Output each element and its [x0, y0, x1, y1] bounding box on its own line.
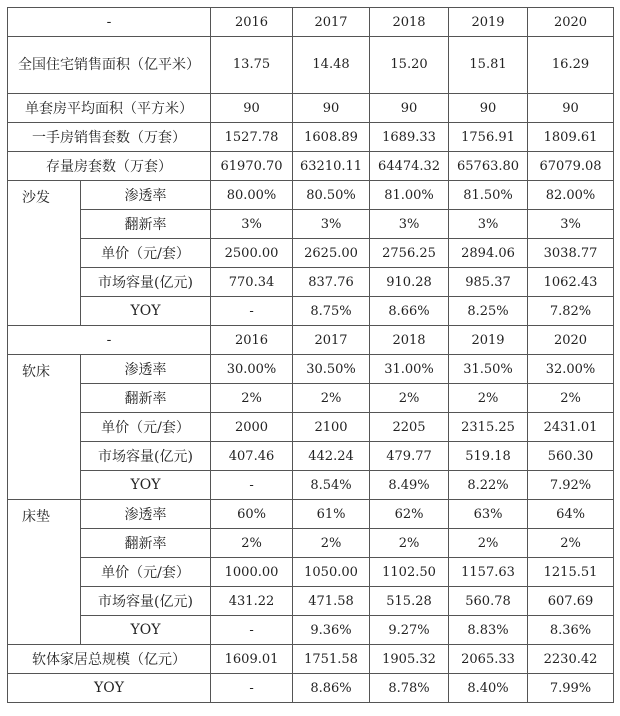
value-cell: 1157.63 — [449, 558, 528, 587]
table-row — [8, 355, 614, 384]
table-row — [8, 123, 614, 152]
year-cell: 2019 — [449, 326, 528, 355]
table-row — [8, 181, 614, 210]
value-cell: 2230.42 — [528, 645, 614, 674]
value-cell: 1756.91 — [449, 123, 528, 152]
year-cell: 2017 — [293, 8, 370, 37]
row-label: YOY — [8, 674, 211, 703]
value-cell: 32.00% — [528, 355, 614, 384]
value-cell: 2% — [293, 384, 370, 413]
value-cell: 65763.80 — [449, 152, 528, 181]
value-cell: 1527.78 — [211, 123, 293, 152]
year-cell: 2019 — [449, 8, 528, 37]
value-cell: 30.50% — [293, 355, 370, 384]
value-cell: 60% — [211, 500, 293, 529]
value-cell: 431.22 — [211, 587, 293, 616]
row-label: 市场容量(亿元) — [81, 587, 211, 616]
value-cell: 1689.33 — [370, 123, 449, 152]
year-cell: 2016 — [211, 326, 293, 355]
row-label: 单价（元/套） — [81, 558, 211, 587]
value-cell: 2894.06 — [449, 239, 528, 268]
value-cell: 90 — [293, 94, 370, 123]
table-row — [8, 152, 614, 181]
value-cell: - — [211, 297, 293, 326]
table-row — [8, 587, 614, 616]
value-cell: 82.00% — [528, 181, 614, 210]
table-row — [8, 413, 614, 442]
table-row — [8, 616, 614, 645]
table-row — [8, 558, 614, 587]
value-cell: 560.78 — [449, 587, 528, 616]
table-row — [8, 239, 614, 268]
value-cell: - — [211, 674, 293, 703]
category-label: 软床 — [8, 355, 81, 500]
value-cell: 90 — [449, 94, 528, 123]
row-label: 全国住宅销售面积（亿平米） — [8, 37, 211, 94]
value-cell: 9.27% — [370, 616, 449, 645]
value-cell: 15.81 — [449, 37, 528, 94]
value-cell: 8.83% — [449, 616, 528, 645]
row-label: 翻新率 — [81, 210, 211, 239]
year-cell: 2017 — [293, 326, 370, 355]
year-cell: 2018 — [370, 8, 449, 37]
value-cell: 2% — [449, 529, 528, 558]
value-cell: 2625.00 — [293, 239, 370, 268]
category-label: 沙发 — [8, 181, 81, 326]
value-cell: 1062.43 — [528, 268, 614, 297]
value-cell: 471.58 — [293, 587, 370, 616]
value-cell: 8.25% — [449, 297, 528, 326]
value-cell: 910.28 — [370, 268, 449, 297]
value-cell: 3% — [449, 210, 528, 239]
header-dash: - — [8, 326, 211, 355]
value-cell: 8.78% — [370, 674, 449, 703]
row-label: YOY — [81, 616, 211, 645]
category-label: 床垫 — [8, 500, 81, 645]
value-cell: 31.50% — [449, 355, 528, 384]
table-row — [8, 268, 614, 297]
value-cell: 16.29 — [528, 37, 614, 94]
value-cell: 61970.70 — [211, 152, 293, 181]
year-cell: 2020 — [528, 8, 614, 37]
value-cell: 770.34 — [211, 268, 293, 297]
value-cell: 7.99% — [528, 674, 614, 703]
row-label: 渗透率 — [81, 355, 211, 384]
value-cell: - — [211, 471, 293, 500]
value-cell: 607.69 — [528, 587, 614, 616]
year-cell: 2018 — [370, 326, 449, 355]
value-cell: 2% — [211, 384, 293, 413]
value-cell: 15.20 — [370, 37, 449, 94]
table-row — [8, 645, 614, 674]
value-cell: 2000 — [211, 413, 293, 442]
value-cell: 442.24 — [293, 442, 370, 471]
value-cell: 8.66% — [370, 297, 449, 326]
value-cell: 1102.50 — [370, 558, 449, 587]
market-size-table — [7, 7, 614, 703]
year-header-row — [8, 8, 614, 37]
value-cell: 63% — [449, 500, 528, 529]
value-cell: 8.75% — [293, 297, 370, 326]
value-cell: 2% — [370, 529, 449, 558]
value-cell: 1751.58 — [293, 645, 370, 674]
value-cell: 9.36% — [293, 616, 370, 645]
row-label: YOY — [81, 297, 211, 326]
value-cell: 2065.33 — [449, 645, 528, 674]
year-cell: 2016 — [211, 8, 293, 37]
value-cell: 67079.08 — [528, 152, 614, 181]
row-label: 翻新率 — [81, 529, 211, 558]
table-body — [8, 8, 614, 703]
year-header-row — [8, 326, 614, 355]
row-label: 单套房平均面积（平方米） — [8, 94, 211, 123]
value-cell: 2205 — [370, 413, 449, 442]
row-label: 渗透率 — [81, 181, 211, 210]
row-label: 单价（元/套） — [81, 239, 211, 268]
header-dash: - — [8, 8, 211, 37]
value-cell: 479.77 — [370, 442, 449, 471]
table-row — [8, 471, 614, 500]
value-cell: 985.37 — [449, 268, 528, 297]
value-cell: 81.00% — [370, 181, 449, 210]
value-cell: 837.76 — [293, 268, 370, 297]
table-row — [8, 210, 614, 239]
value-cell: 8.40% — [449, 674, 528, 703]
value-cell: - — [211, 616, 293, 645]
row-label: 一手房销售套数（万套） — [8, 123, 211, 152]
value-cell: 1215.51 — [528, 558, 614, 587]
value-cell: 8.86% — [293, 674, 370, 703]
value-cell: 1000.00 — [211, 558, 293, 587]
value-cell: 407.46 — [211, 442, 293, 471]
table-row — [8, 384, 614, 413]
value-cell: 8.36% — [528, 616, 614, 645]
table-row — [8, 674, 614, 703]
value-cell: 3% — [370, 210, 449, 239]
value-cell: 1809.61 — [528, 123, 614, 152]
row-label: YOY — [81, 471, 211, 500]
value-cell: 2100 — [293, 413, 370, 442]
value-cell: 90 — [370, 94, 449, 123]
value-cell: 8.54% — [293, 471, 370, 500]
value-cell: 81.50% — [449, 181, 528, 210]
value-cell: 31.00% — [370, 355, 449, 384]
year-cell: 2020 — [528, 326, 614, 355]
value-cell: 2431.01 — [528, 413, 614, 442]
value-cell: 8.49% — [370, 471, 449, 500]
value-cell: 14.48 — [293, 37, 370, 94]
value-cell: 2315.25 — [449, 413, 528, 442]
table-row — [8, 442, 614, 471]
table-row — [8, 297, 614, 326]
value-cell: 2500.00 — [211, 239, 293, 268]
row-label: 渗透率 — [81, 500, 211, 529]
value-cell: 90 — [528, 94, 614, 123]
value-cell: 80.50% — [293, 181, 370, 210]
row-label: 单价（元/套） — [81, 413, 211, 442]
value-cell: 62% — [370, 500, 449, 529]
value-cell: 8.22% — [449, 471, 528, 500]
value-cell: 64474.32 — [370, 152, 449, 181]
row-label: 翻新率 — [81, 384, 211, 413]
value-cell: 2% — [293, 529, 370, 558]
value-cell: 515.28 — [370, 587, 449, 616]
value-cell: 30.00% — [211, 355, 293, 384]
value-cell: 61% — [293, 500, 370, 529]
value-cell: 560.30 — [528, 442, 614, 471]
table-row — [8, 500, 614, 529]
value-cell: 13.75 — [211, 37, 293, 94]
value-cell: 64% — [528, 500, 614, 529]
value-cell: 2% — [449, 384, 528, 413]
value-cell: 1608.89 — [293, 123, 370, 152]
value-cell: 7.82% — [528, 297, 614, 326]
value-cell: 3038.77 — [528, 239, 614, 268]
value-cell: 90 — [211, 94, 293, 123]
value-cell: 63210.11 — [293, 152, 370, 181]
value-cell: 3% — [293, 210, 370, 239]
value-cell: 1905.32 — [370, 645, 449, 674]
value-cell: 3% — [211, 210, 293, 239]
row-label: 市场容量(亿元) — [81, 442, 211, 471]
row-label: 软体家居总规模（亿元） — [8, 645, 211, 674]
row-label: 存量房套数（万套） — [8, 152, 211, 181]
table-row — [8, 37, 614, 94]
value-cell: 1609.01 — [211, 645, 293, 674]
value-cell: 2% — [528, 384, 614, 413]
value-cell: 2% — [528, 529, 614, 558]
table-row — [8, 94, 614, 123]
value-cell: 80.00% — [211, 181, 293, 210]
table-row — [8, 529, 614, 558]
value-cell: 2756.25 — [370, 239, 449, 268]
row-label: 市场容量(亿元) — [81, 268, 211, 297]
value-cell: 3% — [528, 210, 614, 239]
value-cell: 1050.00 — [293, 558, 370, 587]
value-cell: 2% — [370, 384, 449, 413]
value-cell: 7.92% — [528, 471, 614, 500]
value-cell: 2% — [211, 529, 293, 558]
value-cell: 519.18 — [449, 442, 528, 471]
